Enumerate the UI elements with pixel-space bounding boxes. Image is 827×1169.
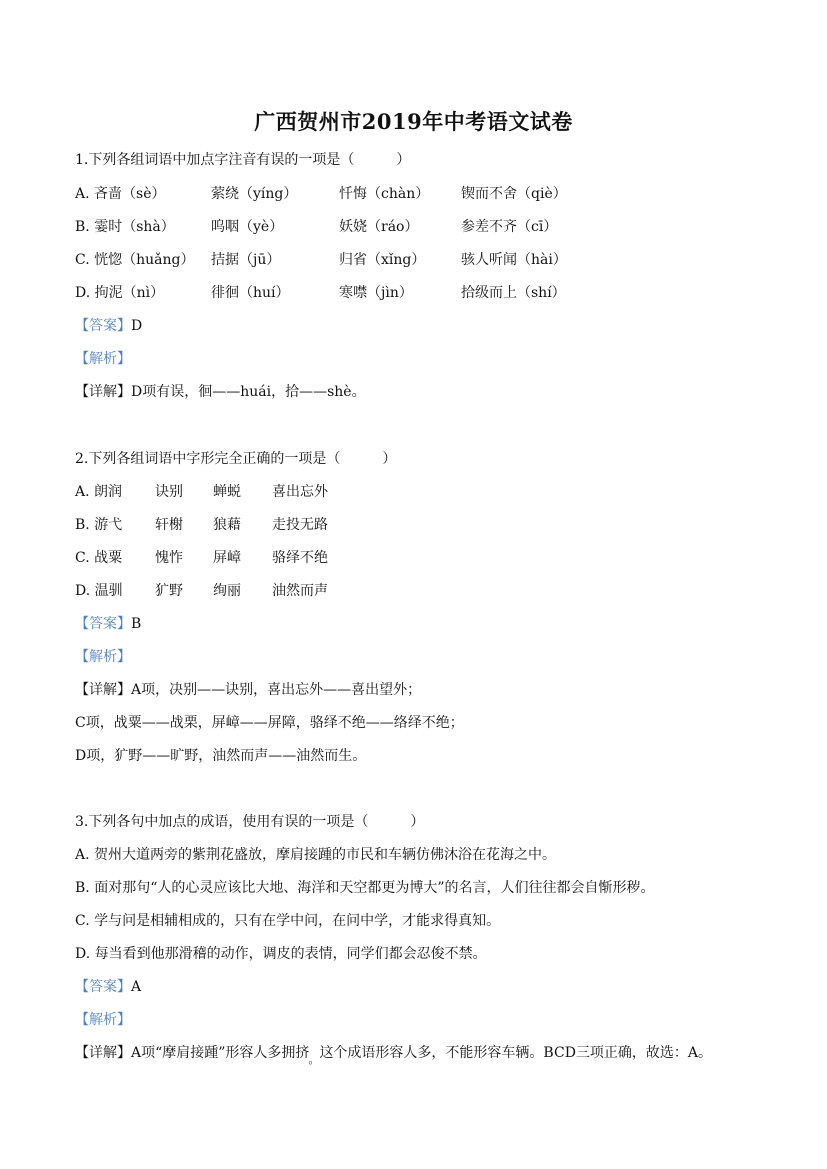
- q3-detail: [75, 1043, 712, 1070]
- q1-option-c-item1: C. 恍惚（huǎng）: [75, 252, 195, 268]
- q1-option-a-item1: A. 吝啬（sè）: [75, 186, 166, 202]
- q1-detail-label: 【详解】: [75, 384, 131, 400]
- q1-analysis-label: 【解析】: [75, 351, 131, 367]
- q2-answer: [75, 614, 141, 634]
- q2-option-b-item2: 轩榭: [155, 517, 183, 533]
- q3-answer: [75, 977, 141, 997]
- q3-option-d: D. 每当看到他那滑稽的动作，调皮的表情，同学们都会忍俊不禁。: [75, 946, 487, 962]
- q1-option-d-item3: 寒噤（jìn）: [339, 285, 413, 301]
- q2-option-d-item1: D. 温驯: [75, 583, 123, 599]
- q2-stem: 2.下列各组词语中字形完全正确的一项是（ ）: [75, 451, 397, 467]
- q1-option-b-item3: 妖娆（ráo）: [339, 219, 419, 235]
- q2-detail-line3: D项，犷野——旷野，油然而声——油然而生。: [75, 748, 367, 764]
- q2-option-b-item1: B. 游弋: [75, 517, 123, 533]
- q3-detail-label: 【详解】: [75, 1045, 131, 1061]
- q1-option-c-item2: 拮据（jū）: [211, 252, 281, 268]
- q3-answer-label: 【答案】: [75, 979, 131, 995]
- page-title: 广西贺州市2019年中考语文试卷: [254, 109, 573, 134]
- q1-option-d-item1: D. 拘泥（nì）: [75, 285, 165, 301]
- q2-option-c-item3: 屏嶂: [213, 550, 241, 566]
- q2-option-c-item2: 愧怍: [155, 550, 183, 566]
- q3-answer-value: A: [131, 979, 142, 995]
- q2-option-c-item4: 骆绎不绝: [272, 550, 328, 566]
- q1-answer-value: D: [131, 318, 143, 334]
- q1-option-c-item4: 骇人听闻（hài）: [461, 252, 567, 268]
- q3-analysis-label: 【解析】: [75, 1012, 131, 1028]
- q1-option-b-item1: B. 霎时（shà）: [75, 219, 175, 235]
- q1-option-d-item2: 徘徊（huí）: [211, 285, 290, 301]
- q1-stem: 1.下列各组词语中加点字注音有误的一项是（ ）: [75, 152, 411, 168]
- q3-option-b: B. 面对那句“人的心灵应该比大地、海洋和天空都更为博大”的名言，人们往往都会自惭形秽。: [75, 880, 655, 896]
- q3-detail-text-b: 这个成语形容人多，不能形容车辆。BCD三项正确，故选：A。: [319, 1045, 713, 1061]
- q1-option-b-item4: 参差不齐（cī）: [461, 219, 558, 235]
- q1-option-a-item4: 锲而不舍（qiè）: [461, 186, 567, 202]
- q2-analysis-label: 【解析】: [75, 649, 131, 665]
- q2-detail-label: 【详解】: [75, 682, 131, 698]
- q2-option-a-item3: 蝉蜕: [213, 484, 241, 500]
- q1-detail: [75, 382, 366, 402]
- q2-detail-line2: C项，战粟——战栗，屏嶂——屏障，骆绎不绝——络绎不绝；: [75, 715, 464, 731]
- q2-option-a-item4: 喜出忘外: [272, 484, 328, 500]
- q2-detail-text: A项，决别——诀别，喜出忘外——喜出望外；: [131, 682, 422, 698]
- q1-option-a-item3: 忏悔（chàn）: [339, 186, 430, 202]
- q2-option-b-item3: 狼藉: [213, 517, 241, 533]
- q3-option-c: C. 学与问是相辅相成的，只有在学中问，在问中学，才能求得真知。: [75, 913, 501, 929]
- q2-option-d-item3: 绚丽: [213, 583, 241, 599]
- q2-option-d-item4: 油然而声: [272, 583, 328, 599]
- q1-option-b-item2: 呜咽（yè）: [211, 219, 284, 235]
- q2-option-a-item1: A. 朗润: [75, 484, 123, 500]
- q2-answer-value: B: [131, 616, 142, 632]
- q3-option-a: A. 贺州大道两旁的紫荆花盛放，摩肩接踵的市民和车辆仿佛沐浴在花海之中。: [75, 847, 557, 863]
- q1-answer: [75, 316, 142, 336]
- q2-option-b-item4: 走投无路: [272, 517, 328, 533]
- q1-option-a-item2: 萦绕（yíng）: [211, 186, 298, 202]
- q3-detail-text-a: A项“摩肩接踵”形容人多拥挤: [131, 1045, 310, 1061]
- q1-answer-label: 【答案】: [75, 318, 131, 334]
- q3-stem: 3.下列各句中加点的成语，使用有误的一项是（ ）: [75, 814, 425, 830]
- q2-answer-label: 【答案】: [75, 616, 131, 632]
- q1-detail-text: D项有误，徊——huái，拾——shè。: [131, 384, 366, 400]
- q3-detail-period: 。: [308, 1053, 320, 1066]
- q2-detail: [75, 680, 421, 700]
- q2-option-c-item1: C. 战粟: [75, 550, 123, 566]
- q1-option-d-item4: 拾级而上（shí）: [461, 285, 566, 301]
- q1-option-c-item3: 归省（xǐng）: [339, 252, 426, 268]
- q2-option-a-item2: 诀别: [155, 484, 183, 500]
- q2-option-d-item2: 犷野: [155, 583, 183, 599]
